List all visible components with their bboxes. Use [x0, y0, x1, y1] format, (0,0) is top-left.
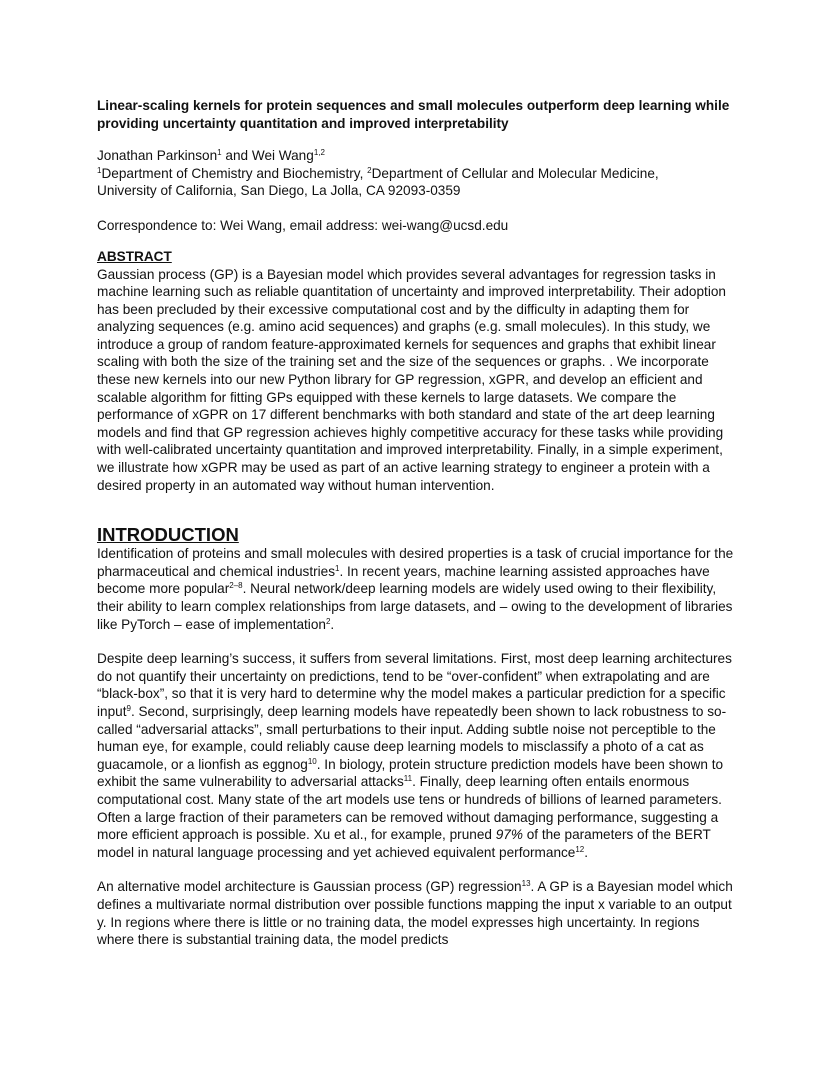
correspondence: Correspondence to: Wei Wang, email address: wei-wang@ucsd.edu — [97, 217, 509, 233]
affiliation-marker: 2 — [367, 165, 372, 175]
paragraph-text: . — [330, 616, 335, 632]
author-name: Wei Wang — [251, 148, 314, 163]
affiliation-dept: Department of Cellular and Molecular Medicine, — [371, 165, 659, 181]
affiliation-marker: 1 — [97, 165, 102, 175]
paragraph-text: An alternative model architecture is Gaussian process (GP) regression — [97, 879, 522, 895]
paragraph-text: . In biology, protein structure prediction models have been shown to exhibit the same vulnerability to adversarial attacks — [97, 756, 724, 790]
citation: 2–8 — [229, 581, 243, 591]
affiliation-university: University of California, San Diego, La Jolla, CA 92093-0359 — [97, 183, 461, 198]
intro-paragraph-2 — [97, 650, 737, 861]
paragraph-text: . Second, surprisingly, deep learning models have repeatedly been shown to lack robustness to so-called “adversarial attacks”, small perturbations to their input. Adding subtle noise not perceptible to the human eye, for example, could reliably cause deep learning models to misclassify a photo of a cat as guacamole, or a lionfish as eggnog — [97, 703, 727, 772]
paragraph-text: Despite deep learning’s success, it suffers from several limitations. First, most deep learning architectures do not quantify their uncertainty on predictions, tend to be “over-confident” when extrapolating and are “black-box”, so that it is very hard to determine why the model makes a particular prediction for a specific input — [97, 651, 732, 719]
paper-title: Linear-scaling kernels for protein sequences and small molecules outperform deep learning while providing uncertainty quantitation and improved interpretability — [97, 98, 730, 131]
citation: 13 — [521, 879, 531, 889]
citation: 9 — [126, 703, 131, 713]
author-name: Jonathan Parkinson — [97, 148, 218, 163]
citation: 2 — [325, 616, 331, 626]
author-separator: and — [221, 148, 252, 163]
citation: 1 — [335, 563, 340, 573]
affiliation-marker: 1,2 — [313, 148, 325, 157]
citation: 10 — [307, 756, 317, 766]
emphasis-text: 97% — [495, 827, 523, 843]
citation: 12 — [575, 844, 585, 854]
paragraph-text: . Finally, deep learning often entails enormous computational cost. Many state of the art models use tens or hundreds of billions of learned parameters. Often a large fraction of their parameters can be removed without damaging performance, suggesting a more efficient approach is possible. Xu et al., for example, pruned — [97, 774, 722, 843]
paragraph-text: . In recent years, machine learning assisted approaches have become more popular — [97, 563, 710, 597]
abstract-heading: ABSTRACT — [97, 249, 172, 264]
citation: 11 — [403, 774, 413, 784]
paragraph-text: of the parameters of the BERT model in natural language processing and yet achieved equivalent performance — [97, 827, 711, 860]
affiliation-marker: 1 — [217, 148, 222, 157]
paragraph-text: . A GP is a Bayesian model which defines a multivariate normal distribution over possible functions mapping the input x variable to an output y. In regions where there is little or no training data, the model expresses high uncertainty. In regions where there is substantial training data, the model predicts — [97, 879, 733, 948]
intro-paragraph-1 — [97, 545, 737, 633]
abstract-text: Gaussian process (GP) is a Bayesian model which provides several advantages for regression tasks in machine learning such as reliable quantitation of uncertainty and improved interpretability. Their adoption has been precluded by their excessive computational cost and by the difficulty in adapting them for analyzing sequences (e.g. amino acid sequences) and graphs (e.g. small molecules). In this study, we introduce a group of random feature-approximated kernels for sequences and graphs that exhibit linear scaling with both the size of the training set and the size of the sequences or graphs. . We incorporate these new kernels into our new Python library for GP regression, xGPR, and develop an efficient and scalable algorithm for fitting GPs equipped with these kernels to large datasets. We compare the performance of xGPR on 17 different benchmarks with both standard and state of the art deep learning models and find that GP regression achieves highly competitive accuracy for these tasks while providing with well-calibrated uncertainty quantitation and improved interpretability. Finally, in a simple experiment, we illustrate how xGPR may be used as part of an active learning strategy to engineer a protein with a desired property in an automated way without human intervention. — [97, 266, 726, 493]
paper-page — [97, 97, 737, 949]
affiliations — [97, 165, 737, 200]
paragraph-text: . — [584, 844, 589, 860]
author-line — [97, 147, 737, 165]
introduction-heading: INTRODUCTION — [97, 524, 239, 546]
affiliation-dept: Department of Chemistry and Biochemistry, — [101, 165, 368, 181]
paragraph-text: Identification of proteins and small molecules with desired properties is a task of crucial importance for the pharmaceutical and chemical industries — [97, 546, 734, 579]
paragraph-text: . Neural network/deep learning models are widely used owing to their flexibility, their ability to learn complex relationships from large datasets, and – owing to the development of libraries like PyTorch – ease of implementation — [97, 581, 733, 632]
intro-paragraph-3 — [97, 878, 737, 948]
